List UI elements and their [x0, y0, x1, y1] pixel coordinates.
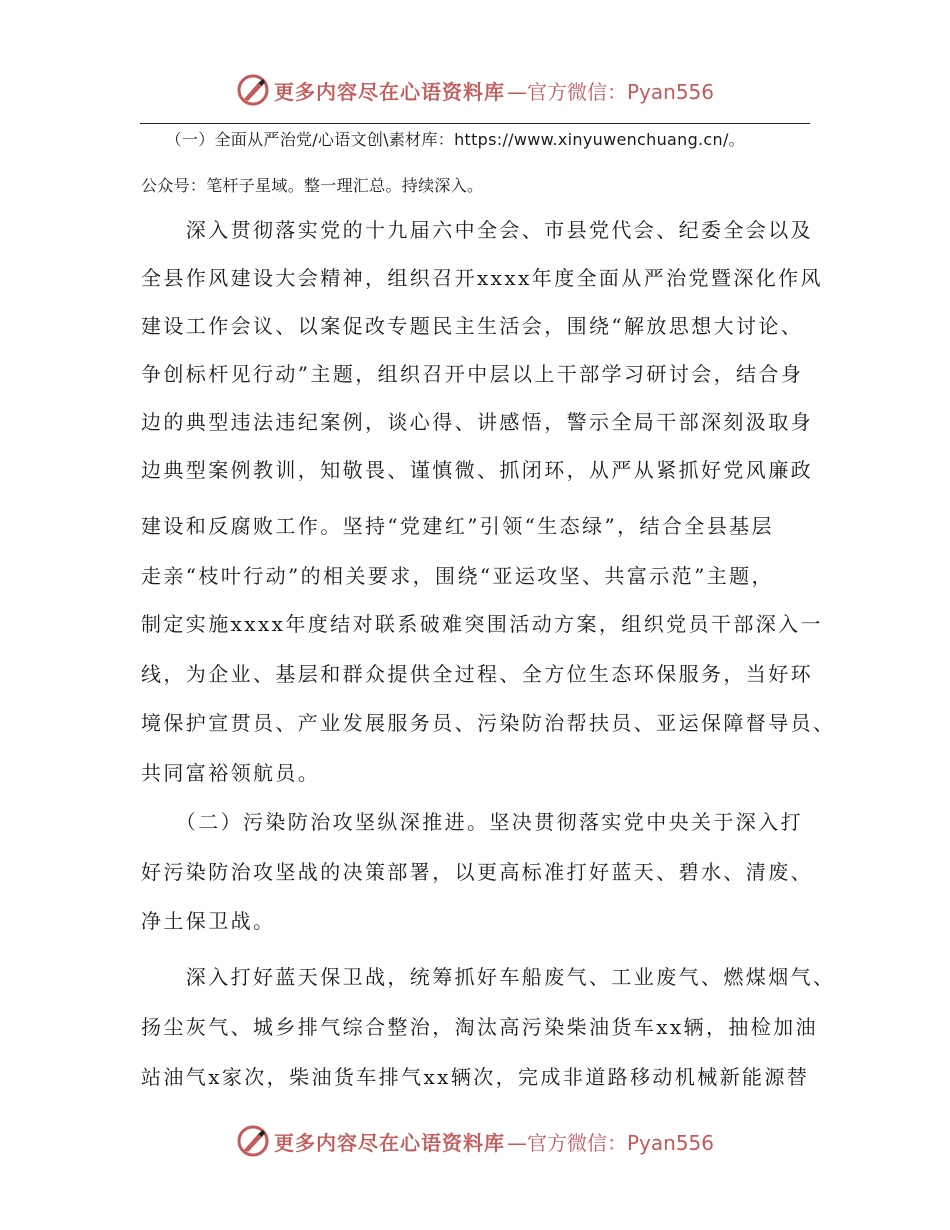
text-line: 境保护宣贯员、产业发展服务员、污染防治帮扶员、亚运保障督导员、 — [141, 711, 836, 735]
text-line: 建设和反腐败工作。坚持“党建红”引领“生态绿”，结合全县基层 — [141, 514, 774, 538]
text-line: （一）全面从严治党/心语文创\素材库：https://www.xinyuwenchuang.cn/。 — [141, 130, 745, 149]
text-line: 公众号：笔杆子星域。整一理汇总。持续深入。 — [141, 176, 484, 195]
text-line: 好污染防治攻坚战的决策部署，以更高标准打好蓝天、碧水、清废、 — [141, 860, 813, 884]
text-line: 深入贯彻落实党的十九届六中全会、市县党代会、纪委全会以及 — [141, 218, 813, 242]
text-line: 走亲“枝叶行动”的相关要求，围绕“亚运攻坚、共富示范”主题， — [141, 564, 774, 588]
watermark-text: 更多内容尽在心语资料库 — [274, 79, 505, 104]
text-line: 全县作风建设大会精神，组织召开xxxx年度全面从严治党暨深化作风 — [141, 266, 823, 290]
text-line: 边典型案例教训，知敬畏、谨慎微、抓闭环，从严从紧抓好党风廉政 — [141, 458, 813, 482]
text-line: （二）污染防治攻坚纵深推进。坚决贯彻落实党中央关于深入打 — [141, 810, 803, 834]
watermark-banner-bottom — [236, 1123, 714, 1159]
text-line: 净土保卫战。 — [141, 909, 276, 933]
text-line: 线，为企业、基层和群众提供全过程、全方位生态环保服务，当好环 — [141, 662, 813, 686]
header-rule — [140, 123, 810, 124]
text-line: 边的典型违法违纪案例，谈心得、讲感悟，警示全局干部深刻汲取身 — [141, 410, 813, 434]
text-line: 共同富裕领航员。 — [141, 761, 321, 785]
watermark-banner-top — [236, 72, 714, 108]
watermark-contact: —官方微信：Pyan556 — [507, 1130, 715, 1155]
text-line: 建设工作会议、以案促改专题民主生活会，围绕“解放思想大讨论、 — [141, 314, 804, 338]
text-line: 深入打好蓝天保卫战，统筹抓好车船废气、工业废气、燃煤烟气、 — [141, 965, 836, 989]
text-line: 站油气x家次，柴油货车排气xx辆次，完成非道路移动机械新能源替 — [141, 1065, 810, 1089]
watermark-text: 更多内容尽在心语资料库 — [274, 1130, 505, 1155]
watermark-contact: —官方微信：Pyan556 — [507, 79, 715, 104]
text-line: 争创标杆见行动”主题，组织召开中层以上干部学习研讨会，结合身 — [141, 362, 804, 386]
pen-logo-icon — [236, 73, 270, 107]
pen-logo-icon — [236, 1124, 270, 1158]
text-line: 扬尘灰气、城乡排气综合整治，淘汰高污染柴油货车xx辆，抽检加油 — [141, 1015, 818, 1039]
text-line: 制定实施xxxx年度结对联系破难突围活动方案，组织党员干部深入一 — [141, 612, 823, 636]
